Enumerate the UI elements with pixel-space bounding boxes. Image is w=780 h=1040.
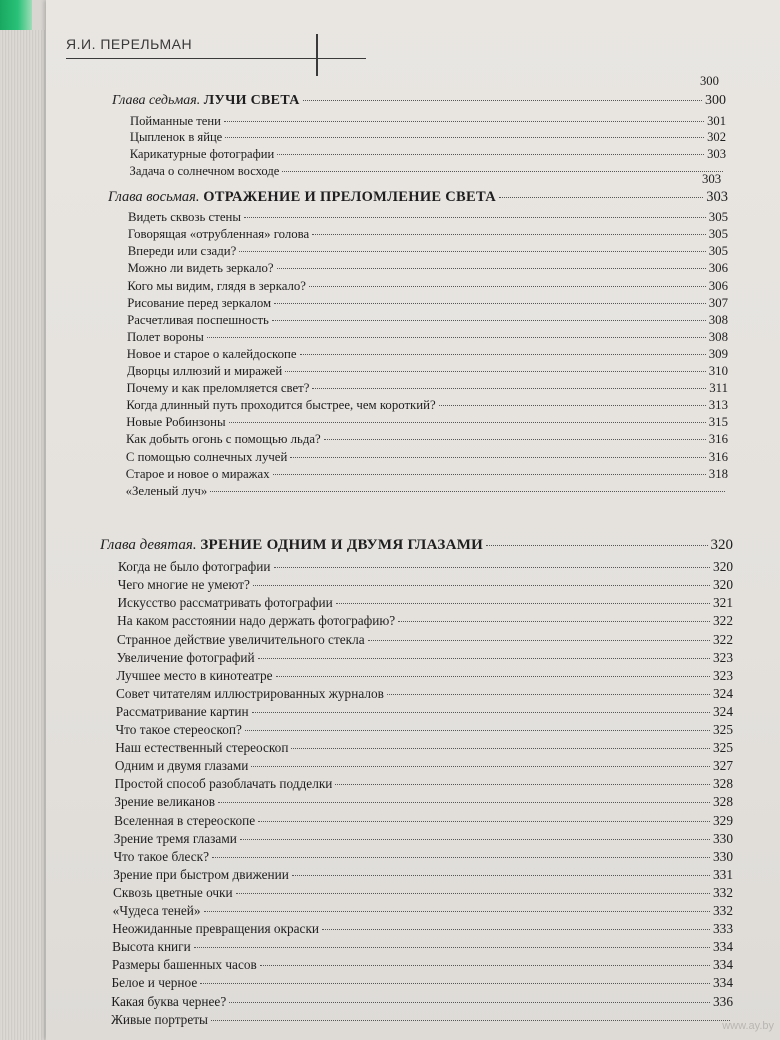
toc-entry-title: Карикатурные фотографии [129,147,275,162]
dot-leader [322,929,710,930]
toc-page-number: 306 [708,261,728,276]
toc-entry-title: Странное действие увеличительного стекла [116,631,365,647]
toc-entry-title: Размеры башенных часов [111,957,257,973]
toc-entry [115,721,733,738]
toc-page-number: 308 [708,312,728,327]
dot-leader [224,121,704,122]
dot-leader [229,422,706,423]
dot-leader [292,875,710,876]
toc-entry [114,812,733,829]
dot-leader [387,694,710,695]
toc-entry-title: Пойманные тени [130,113,221,128]
dot-leader [251,766,710,767]
toc-entry-title: Впереди или сзади? [127,244,237,259]
dot-leader [499,197,703,198]
toc-entry-title: Говорящая «отрубленная» голова [127,227,310,242]
toc-entry-title: Что такое блеск? [113,848,210,864]
dot-leader [210,491,725,492]
toc-entry-title: «Чудеса теней» [112,903,201,918]
toc-entry [113,902,733,919]
toc-entry-title: Наш естественный стереоскоп [115,740,289,756]
toc-entry-title: Зрение тремя глазами [113,830,237,846]
toc-entry-title: Когда не было фотографии [118,559,271,575]
toc-entry-title: Рассматривание картин [115,703,249,719]
dot-leader [277,268,706,269]
toc-page-number: 332 [713,884,733,900]
toc-page-number: 325 [713,740,733,756]
toc-entry-title: Какая буква чернее? [111,993,227,1009]
dot-leader [273,474,706,475]
toc-entry-title: Новое и старое о калейдоскопе [126,346,297,361]
toc-entry [114,848,733,865]
dot-leader [218,802,710,803]
toc-entry-title: Неожиданные превращения окраски [112,921,320,937]
toc-entry-title: Зрение при быстром движении [113,866,289,882]
toc-entry-title: Можно ли видеть зеркало? [127,261,274,276]
toc-entry-title: Белое и черное [111,975,198,991]
toc-entry [113,866,733,883]
toc-entry [126,414,728,431]
toc-page-number: 306 [708,278,728,293]
toc-entry [126,431,728,448]
toc-page-number: 333 [713,921,733,937]
toc-entry [127,329,728,346]
toc-page-number: 329 [713,812,733,828]
toc-entry-title: Видеть сквозь стены [128,210,241,225]
toc-page-number: 320 [713,559,733,575]
toc-entry [115,775,733,792]
toc-entry [130,129,726,146]
toc-page-number: 332 [713,903,733,918]
toc-page-number: 323 [713,649,733,665]
toc-entry-title: Одним и двумя глазами [114,758,249,774]
toc-entry [116,667,733,684]
toc-entry-title: Зрение великанов [114,794,216,810]
running-head-rule [316,34,318,76]
dot-leader [276,676,710,677]
toc-page-number: 331 [713,866,733,882]
toc-page-number: 303 [707,147,726,162]
toc-page-number: 322 [713,631,733,647]
toc-page-number: 336 [713,993,733,1009]
toc-page-number: 328 [713,794,733,810]
toc-entry [130,163,726,180]
toc-page-number: 316 [708,432,728,447]
toc-entry-title: Задача о солнечном восходе [129,163,280,178]
toc-entry-title: Лучшее место в кинотеатре [116,667,273,683]
running-head: Я.И. ПЕРЕЛЬМАН [66,36,366,59]
toc-entry [126,449,728,466]
dot-leader [277,154,704,155]
toc-entry [126,483,728,500]
dot-leader [239,251,706,252]
toc-page-number: 325 [713,722,733,737]
toc-entry-title: Рисование перед зеркалом [127,295,272,310]
dot-leader [252,712,710,713]
dot-leader [324,439,706,440]
toc-entry-title: Старое и новое о миражах [125,466,270,481]
chapter-heading [108,188,496,207]
toc-page-number: 320 [710,537,733,553]
toc-page-number-carry: 300 [700,74,719,88]
toc-page-number: 321 [713,595,733,611]
dot-leader [200,983,710,984]
dot-leader [240,839,710,840]
toc-page-number: 334 [713,957,733,973]
dot-leader [253,585,710,586]
toc-page-number: 315 [708,415,728,430]
dot-leader [212,857,710,858]
dot-leader [274,303,706,304]
toc-page-number: 323 [713,667,733,683]
toc-entry-title: «Зеленый луч» [125,483,208,498]
dot-leader [336,603,710,604]
toc-entry [127,312,728,329]
toc-entry-title: Расчетливая поспешность [127,312,269,327]
dot-leader [244,217,706,218]
chapter-row [112,92,726,110]
toc-entry-title: Увеличение фотографий [116,649,255,665]
toc-entry-title: Совет читателям иллюстрированных журналов [116,685,384,701]
toc-page-number: 316 [708,449,728,464]
dot-leader [236,893,710,894]
toc-page-number: 305 [708,227,728,242]
toc-entry [128,226,728,243]
chapter-title: ОТРАЖЕНИЕ И ПРЕЛОМЛЕНИЕ СВЕТА [203,189,497,205]
toc-entry [128,209,728,226]
toc-entry [130,146,726,163]
toc-page-number: 324 [713,685,733,701]
toc-entry-title: Живые портреты [111,1011,208,1027]
dot-leader [312,388,706,389]
toc-entry [111,993,733,1010]
toc-page-number: 302 [707,130,726,145]
toc-entry [127,363,728,380]
chapter-row [108,188,728,207]
toc-entry [116,703,733,720]
toc-entry [117,612,733,629]
toc-entry [117,631,733,648]
toc-page-number: 301 [707,113,726,128]
dot-leader [274,567,711,568]
toc-entry [112,938,733,955]
toc-page-number: 334 [713,975,733,991]
toc-entry [127,380,729,397]
toc-entry [126,397,728,414]
dot-leader [258,658,710,659]
toc-page-number: 305 [708,210,728,225]
toc-page-number: 327 [713,758,733,774]
toc-page-number: 330 [713,830,733,846]
toc-entry-title: Искусство рассматривать фотографии [117,595,333,611]
toc-entry-title: Как добыть огонь с помощью льда? [126,432,321,447]
toc-page-number: 324 [713,703,733,719]
toc-page-number: 308 [708,329,728,344]
dot-leader [291,748,710,749]
toc-entry [118,558,733,575]
dot-leader [272,320,706,321]
toc-page-number: 320 [713,577,733,593]
toc-page-number: 330 [713,848,733,864]
toc-entry [127,278,728,295]
toc-page-number: 334 [713,939,733,955]
dot-leader [258,821,710,822]
toc-entry-title: Дворцы иллюзий и миражей [126,364,283,378]
dot-leader [486,545,707,546]
toc-entry [130,113,726,130]
toc-entry-title: С помощью солнечных лучей [125,449,288,464]
toc-entry [127,295,728,312]
toc-entry [128,243,728,260]
dot-leader [312,234,706,235]
toc-entry [113,884,733,901]
chapter-label: Глава восьмая. [108,189,200,205]
toc-page-number: 311 [709,381,728,396]
toc-entry-title: Когда длинный путь проходится быстрее, чем короткий? [126,398,436,413]
toc-entry [114,793,733,810]
toc-entry-title: Чего многие не умеют? [117,577,250,593]
chapter-title: ЗРЕНИЕ ОДНИМ И ДВУМЯ ГЛАЗАМИ [200,537,484,553]
toc-page-number: 305 [708,244,728,259]
toc-entry [112,974,733,991]
dot-leader [439,405,706,406]
toc-entry [118,576,733,593]
toc-page-number: 310 [708,364,728,378]
toc-entry-title: Цыпленок в яйце [129,130,223,145]
dot-leader [303,100,702,101]
toc-entry-title: Почему и как преломляется свет? [126,381,310,396]
toc-entry [126,466,728,483]
toc-entry-title: Что такое стереоскоп? [115,722,242,737]
chapter-label: Глава седьмая. [112,93,201,108]
toc-page-number: 318 [708,466,728,481]
toc-entry-title: Высота книги [112,939,191,955]
dot-leader [194,947,710,948]
toc-page-number: 309 [708,346,728,361]
toc-entry [127,346,728,363]
dot-leader [282,171,723,172]
toc-page-number: 313 [708,398,728,413]
chapter-heading [112,92,300,110]
toc-entry [115,739,733,756]
toc-page-number: 328 [713,776,733,792]
chapter-title: ЛУЧИ СВЕТА [203,93,300,108]
chapter-heading [100,536,483,555]
dot-leader [309,286,706,287]
toc-page-number-carry: 303 [702,172,722,186]
toc-entry-title: На каком расстоянии надо держать фотографию? [117,613,396,629]
toc-entry-title: Вселенная в стереоскопе [114,812,256,828]
chapter-row [100,536,733,555]
dot-leader [211,1020,730,1021]
dot-leader [300,354,706,355]
dot-leader [335,784,710,785]
toc-entry [112,956,733,973]
toc-entry [116,685,733,702]
dot-leader [204,911,710,912]
dot-leader [368,640,710,641]
dot-leader [260,965,710,966]
page-stack-edges [0,30,52,1040]
toc-entry [128,260,728,277]
toc-page-number: 303 [706,189,728,205]
toc-page-number: 300 [705,93,726,108]
dot-leader [290,457,705,458]
dot-leader [225,137,704,138]
toc-entry [112,920,733,937]
toc-entry [114,830,733,847]
toc-entry [117,594,733,611]
toc-page-number: 322 [713,613,733,629]
toc-entry [115,757,733,774]
dot-leader [245,730,710,731]
toc-page-number: 307 [708,295,728,310]
toc-entry [111,1011,733,1028]
toc-entry-title: Кого мы видим, глядя в зеркало? [127,278,306,293]
watermark: www.ay.by [722,1020,774,1032]
toc-entry-title: Полет вороны [126,329,204,344]
toc-entry-title: Новые Робинзоны [126,415,226,430]
dot-leader [285,371,706,372]
dot-leader [229,1002,710,1003]
toc-entry-title: Простой способ разоблачать подделки [114,776,333,792]
toc-entry [117,649,733,666]
dot-leader [398,621,710,622]
chapter-label: Глава девятая. [100,537,197,553]
dot-leader [207,337,706,338]
toc-entry-title: Сквозь цветные очки [112,884,233,900]
